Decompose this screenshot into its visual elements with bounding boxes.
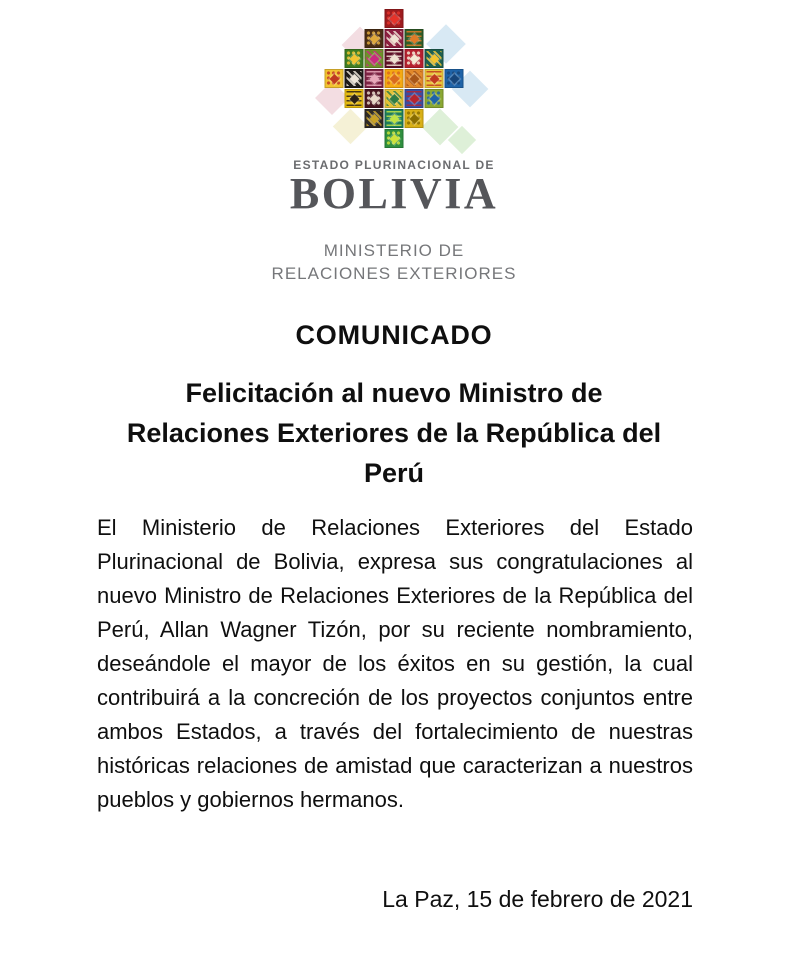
ministry-line-1: MINISTERIO DE xyxy=(323,241,465,260)
textile-tile xyxy=(385,129,404,148)
dateline: La Paz, 15 de febrero de 2021 xyxy=(382,886,693,912)
textile-tile xyxy=(425,129,444,148)
textile-tile xyxy=(445,49,464,68)
textile-tile xyxy=(405,129,424,148)
textile-tile xyxy=(365,49,384,68)
textile-tile xyxy=(445,129,464,148)
body-paragraph: El Ministerio de Relaciones Exteriores del Estado Plurinacional de Bolivia, expresa sus congratulaciones al nuevo Ministro de Relaciones Exteriores de la República del Perú, Allan Wagner Tizón, por su reciente nombramiento, deseándole el mayor de los éxitos en su gestión, la cual contribuirá a la concreción de los proyectos conjuntos entre ambos Estados, a través del fortalecimiento de nuestras históricas relaciones de amistad que caracterizan a nuestros pueblos y gobiernos hermanos. xyxy=(97,515,693,812)
textile-tile xyxy=(385,49,404,68)
ministry-label xyxy=(0,240,788,285)
textile-tile xyxy=(425,49,444,68)
textile-tile xyxy=(425,109,444,128)
textile-tile xyxy=(425,29,444,48)
textile-tile xyxy=(405,49,424,68)
textile-tile xyxy=(365,29,384,48)
textile-tile xyxy=(345,9,364,28)
textile-tile xyxy=(325,69,344,88)
textile-tile xyxy=(365,69,384,88)
textile-tile xyxy=(325,89,344,108)
chakana-tile-grid xyxy=(325,9,464,148)
textile-tile xyxy=(365,129,384,148)
document-title xyxy=(0,373,788,493)
textile-tile xyxy=(365,109,384,128)
textile-tile xyxy=(345,89,364,108)
textile-tile xyxy=(325,29,344,48)
title-line-1: Felicitación al nuevo Ministro de xyxy=(185,378,603,408)
textile-tile xyxy=(365,9,384,28)
textile-tile xyxy=(325,49,344,68)
textile-tile xyxy=(445,89,464,108)
textile-tile xyxy=(445,109,464,128)
textile-tile xyxy=(425,69,444,88)
textile-tile xyxy=(405,9,424,28)
letterhead xyxy=(0,0,788,285)
textile-tile xyxy=(445,29,464,48)
textile-tile xyxy=(425,9,444,28)
ministry-line-2: RELACIONES EXTERIORES xyxy=(271,263,517,283)
textile-tile xyxy=(385,9,404,28)
textile-tile xyxy=(385,109,404,128)
title-line-2: Relaciones Exteriores de la República del xyxy=(126,418,662,448)
textile-tile xyxy=(325,129,344,148)
textile-tile xyxy=(365,89,384,108)
textile-tile xyxy=(445,9,464,28)
textile-tile xyxy=(405,29,424,48)
textile-tile xyxy=(425,89,444,108)
textile-tile xyxy=(325,109,344,128)
bolivia-chakana-logo xyxy=(264,6,524,146)
bolivia-wordmark: BOLIVIA xyxy=(289,169,499,218)
textile-tile xyxy=(325,9,344,28)
textile-tile xyxy=(345,49,364,68)
textile-tile xyxy=(405,89,424,108)
textile-tile xyxy=(445,69,464,88)
textile-tile xyxy=(345,69,364,88)
textile-tile xyxy=(345,129,364,148)
textile-tile xyxy=(385,29,404,48)
textile-tile xyxy=(405,109,424,128)
textile-tile xyxy=(385,69,404,88)
title-line-3: Perú xyxy=(363,458,425,488)
textile-tile xyxy=(405,69,424,88)
textile-tile xyxy=(385,89,404,108)
estado-plurinacional-label: ESTADO PLURINACIONAL DE xyxy=(293,158,495,172)
comunicado-heading: COMUNICADO xyxy=(295,320,493,350)
textile-tile xyxy=(345,29,364,48)
textile-tile xyxy=(345,109,364,128)
